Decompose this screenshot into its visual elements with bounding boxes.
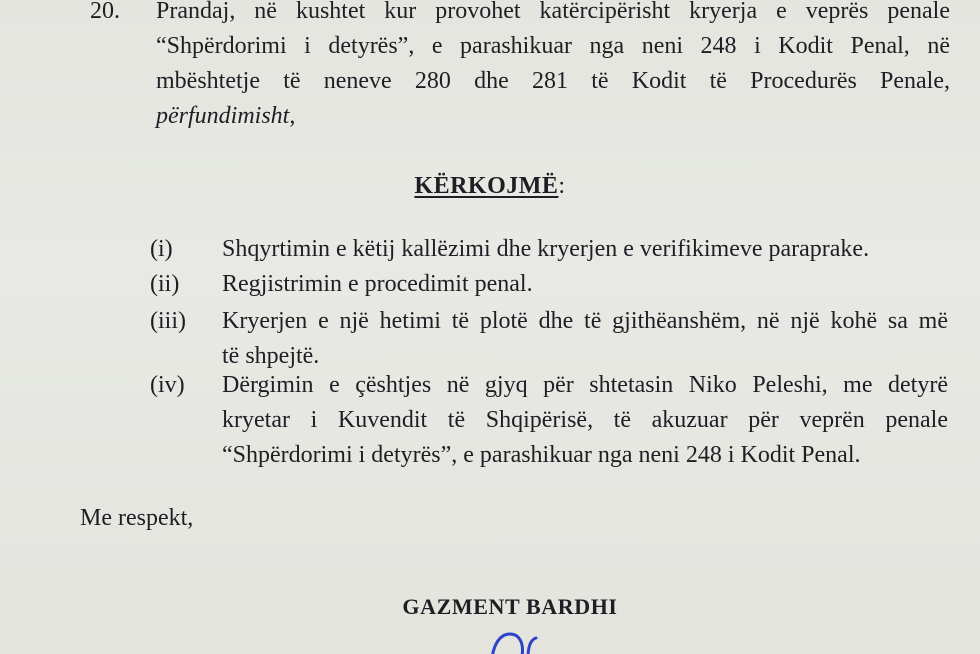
list-numeral: (iv) — [150, 372, 185, 398]
heading-text: KËRKOJMË — [414, 173, 559, 199]
list-text — [222, 368, 948, 473]
list-numeral: (i) — [150, 236, 173, 262]
signatory-name: GAZMENT BARDHI — [402, 594, 618, 619]
list-line: të shpejtë. — [222, 343, 320, 369]
handwritten-signature — [470, 622, 590, 654]
paragraph-line: mbështetje të neneve 280 dhe 281 të Kodit të Procedurës Penale, — [156, 68, 950, 94]
list-text — [222, 267, 948, 302]
list-line: kryetar i Kuvendit të Shqipërisë, të akuzuar për veprën penale — [222, 407, 948, 433]
list-line: “Shpërdorimi i detyrës”, e parashikuar nga neni 248 i Kodit Penal. — [222, 442, 861, 468]
list-text — [222, 304, 948, 374]
paragraph-last-line — [156, 99, 950, 134]
list-line: Regjistrimin e procedimit penal. — [222, 271, 533, 297]
paragraph-number: 20. — [90, 0, 120, 24]
list-line: Kryerjen e një hetimi të plotë dhe të gjithëanshëm, në një kohë sa më — [222, 308, 948, 334]
paragraph-line: Prandaj, në kushtet kur provohet katërcipërisht kryerja e veprës penale — [156, 0, 950, 24]
list-numeral: (iii) — [150, 308, 186, 334]
closing-salutation: Me respekt, — [80, 505, 194, 531]
list-line: Dërgimin e çështjes në gjyq për shtetasin Niko Peleshi, me detyrë — [222, 372, 948, 398]
paragraph-line: “Shpërdorimi i detyrës”, e parashikuar nga neni 248 i Kodit Penal, në — [156, 33, 950, 59]
section-heading — [0, 173, 980, 200]
list-line: Shqyrtimin e këtij kallëzimi dhe kryerjen e verifikimeve paraprake. — [222, 236, 870, 262]
list-numeral: (ii) — [150, 271, 180, 297]
list-text — [222, 232, 948, 267]
paragraph-italic-word: përfundimisht — [156, 103, 290, 129]
paragraph-last-suffix: , — [289, 103, 296, 129]
paragraph-text — [156, 0, 950, 134]
heading-colon: : — [558, 173, 566, 199]
